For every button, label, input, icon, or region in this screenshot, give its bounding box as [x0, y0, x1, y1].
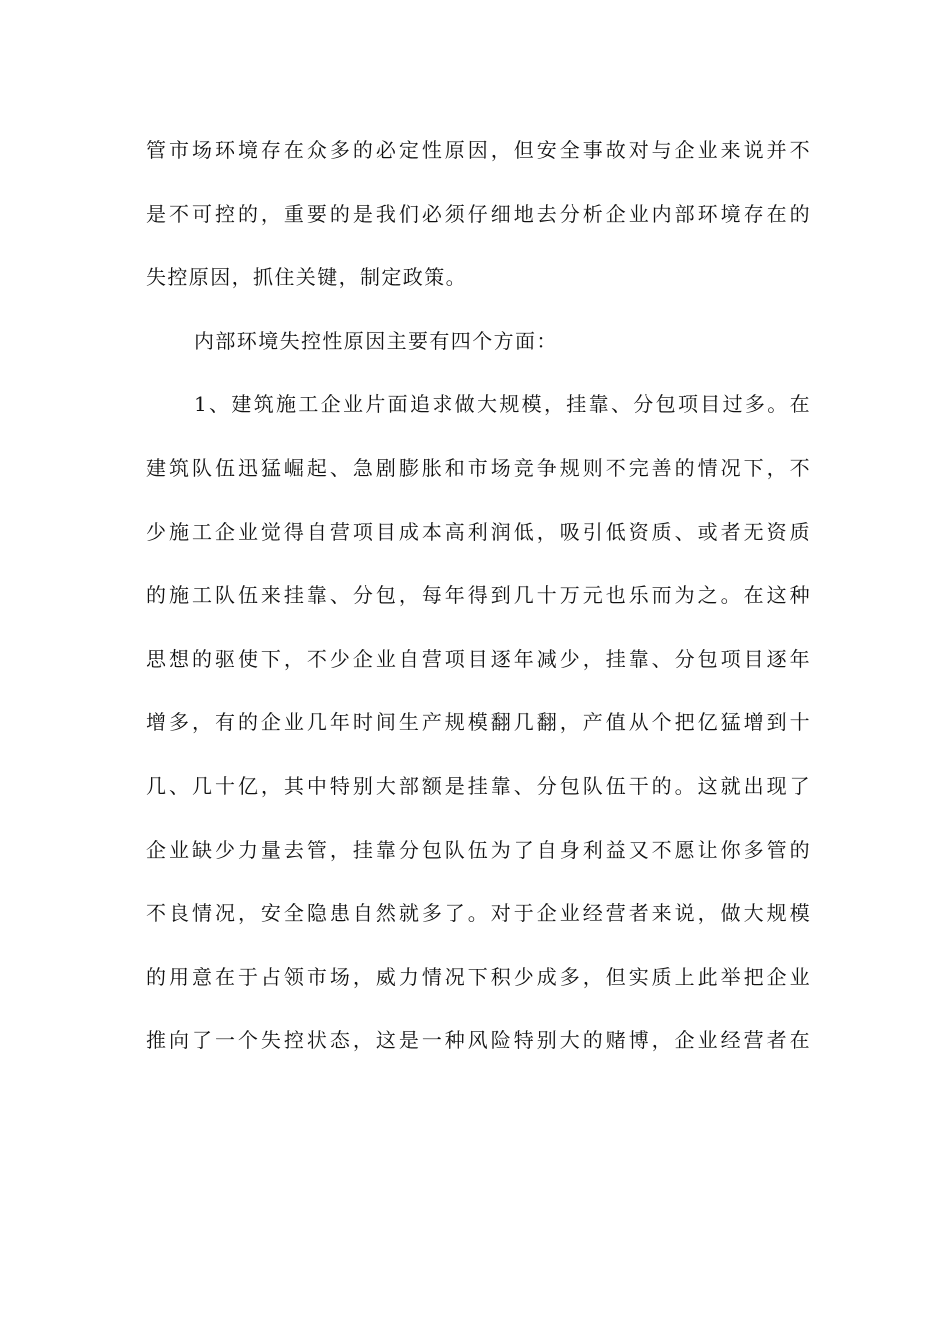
- text-line: 是不可控的，重要的是我们必须仔细地去分析企业内部环境存在的: [146, 201, 811, 226]
- text-line: 几、几十亿，其中特别大部额是挂靠、分包队伍干的。这就出现了: [146, 773, 811, 798]
- text-line: 建筑队伍迅猛崛起、急剧膨胀和市场竞争规则不完善的情况下，不: [146, 455, 811, 480]
- text-line: 企业缺少力量去管，挂靠分包队伍为了自身利益又不愿让你多管的: [146, 837, 811, 862]
- text-line: 思想的驱使下，不少企业自营项目逐年减少，挂靠、分包项目逐年: [146, 646, 811, 671]
- text-line: 失控原因，抓住关键，制定政策。: [146, 265, 467, 290]
- text-line: 的用意在于占领市场，威力情况下积少成多，但实质上此举把企业: [146, 964, 811, 989]
- text-line: 少施工企业觉得自营项目成本高利润低，吸引低资质、或者无资质: [146, 519, 811, 544]
- text-line: 推向了一个失控状态，这是一种风险特别大的赌博，企业经营者在: [146, 1028, 811, 1053]
- text-line: 内部环境失控性原因主要有四个方面：: [194, 328, 558, 353]
- text-line: 管市场环境存在众多的必定性原因，但安全事故对与企业来说并不: [146, 138, 811, 162]
- text-line: 的施工队伍来挂靠、分包，每年得到几十万元也乐而为之。在这种: [146, 583, 811, 608]
- body-text: [146, 130, 811, 1084]
- text-line: 增多，有的企业几年时间生产规模翻几翻，产值从个把亿猛增到十: [146, 710, 811, 735]
- text-line: 不良情况，安全隐患自然就多了。对于企业经营者来说，做大规模: [146, 901, 811, 926]
- text-line: 1、建筑施工企业片面追求做大规模，挂靠、分包项目过多。在: [194, 392, 811, 417]
